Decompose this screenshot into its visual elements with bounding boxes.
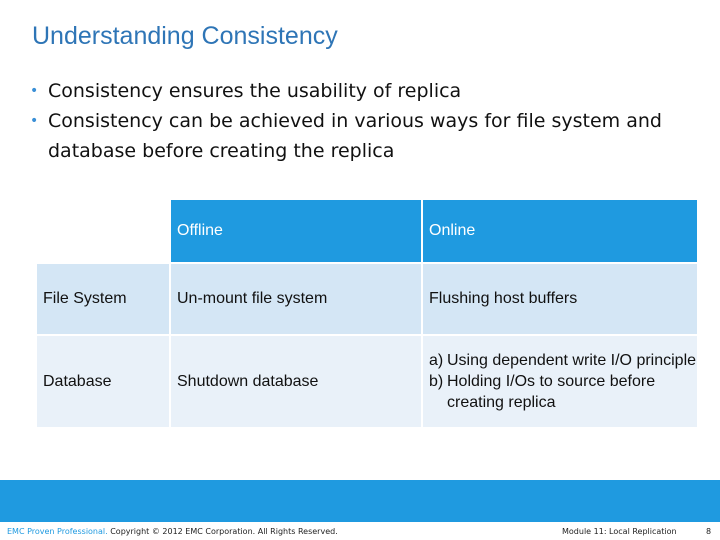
list-marker: a) [429,352,444,369]
footer [0,522,720,540]
header-online: Online [423,200,697,262]
footer-copyright-text: Copyright © 2012 EMC Corporation. All Rights Reserved. [107,527,338,536]
cell-offline-database: Shutdown database [171,336,421,427]
list-marker: b) [429,373,444,390]
footer-brand: EMC Proven Professional. [7,527,108,536]
bullet-dot-icon: • [30,83,39,99]
consistency-table [35,198,699,429]
bullet-item [26,106,686,166]
list-item-text: Using dependent write I/O principle [447,352,697,369]
table-row [37,336,697,427]
slide-title: Understanding Consistency [32,22,338,50]
header-empty-cell [37,200,169,262]
bullet-text: Consistency ensures the usability of replica [48,80,462,102]
list-item [429,371,697,413]
list-item-text: Holding I/Os to source before creating replica [447,373,656,411]
cell-online-database [423,336,697,427]
table-row [37,264,697,334]
header-offline: Offline [171,200,421,262]
page-number: 8 [706,527,712,536]
footer-bar [0,480,720,522]
row-label-database: Database [37,336,169,427]
table-header-row [37,200,697,262]
footer-copyright [7,527,338,536]
row-label-file-system: File System [37,264,169,334]
bullet-text: Consistency can be achieved in various ways for file system and database before creating the replica [48,110,662,162]
bullet-item [26,76,686,106]
cell-offline-file-system: Un-mount file system [171,264,421,334]
bullet-list [26,76,686,166]
list-item [429,350,697,371]
online-methods-list [429,350,697,413]
footer-module: Module 11: Local Replication [562,527,677,536]
cell-online-file-system: Flushing host buffers [423,264,697,334]
bullet-dot-icon: • [30,113,39,129]
